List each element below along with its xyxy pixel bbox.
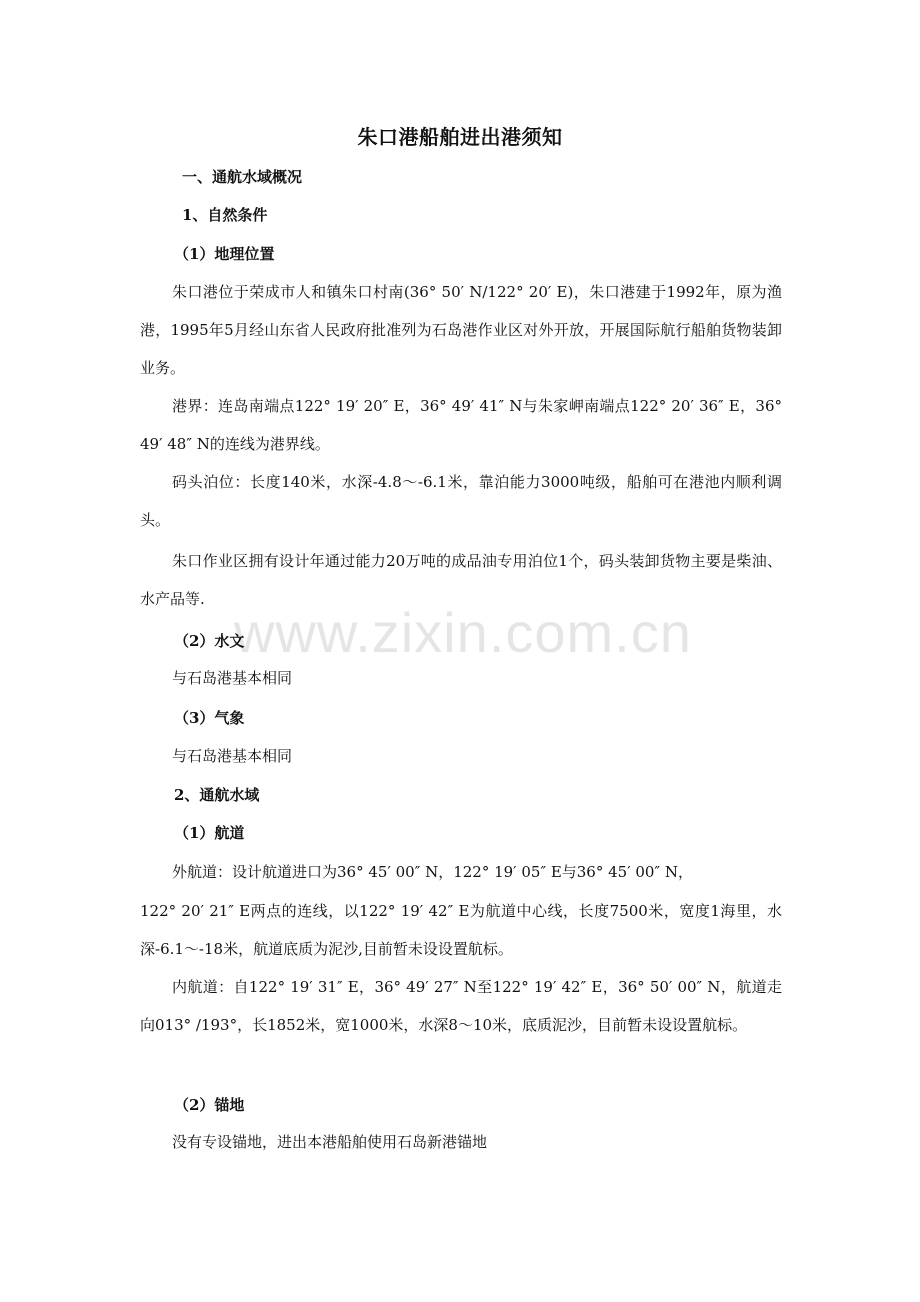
- watermark: www.zixin.com.cn: [234, 601, 692, 664]
- item-heading-geography: （1）地理位置: [174, 245, 275, 263]
- paragraph-text: 港界：连岛南端点122° 19′ 20″ E，36° 49′ 41″ N与朱家岬南端点122° 20′ 36″ E，36° 49′ 48″ N的连线为港界线。: [140, 397, 782, 453]
- paragraph-text: 码头泊位：长度140米，水深-4.8～-6.1米，靠泊能力3000吨级，船舶可在港池内顺利调头。: [140, 473, 782, 529]
- item-heading-channel: （1）航道: [174, 824, 245, 842]
- paragraph-text: 122° 20′ 21″ E两点的连线，以122° 19′ 42″ E为航道中心线，长度7500米，宽度1海里，水深-6.1～-18米，航道底质为泥沙,目前暂未设设置航标。: [140, 902, 782, 958]
- section-heading-overview: 一、通航水域概况: [182, 168, 303, 186]
- paragraph-berth: [140, 463, 782, 539]
- item-heading-hydrology: （2）水文: [174, 632, 245, 650]
- document-title: 朱口港船舶进出港须知: [357, 125, 563, 149]
- paragraph-outer-channel: [140, 892, 782, 968]
- outer-channel-line1: 外航道：设计航道进口为36° 45′ 00″ N，122° 19′ 05″ E与36° 45′ 00″ N，: [172, 863, 693, 881]
- paragraph-text: 朱口港位于荣成市人和镇朱口村南(36° 50′ N/122° 20′ E)，朱口港建于1992年，原为渔港，1995年5月经山东省人民政府批准列为石岛港作业区对外开放，开展国际航行船舶货物装卸业务。: [140, 283, 782, 377]
- anchorage-text: 没有专设锚地，进出本港船舶使用石岛新港锚地: [172, 1133, 488, 1151]
- item-heading-meteorology: （3）气象: [174, 709, 245, 727]
- paragraph-geography: [140, 273, 782, 387]
- hydrology-text: 与石岛港基本相同: [172, 669, 293, 687]
- subsection-heading-natural-conditions: 1、自然条件: [182, 206, 268, 224]
- paragraph-text: 朱口作业区拥有设计年通过能力20万吨的成品油专用泊位1个，码头装卸货物主要是柴油、水产品等.: [140, 552, 782, 608]
- paragraph-text: 内航道：自122° 19′ 31″ E，36° 49′ 27″ N至122° 19′ 42″ E，36° 50′ 00″ N，航道走向013° /193°，长1852米，宽1000米，水深8～10米，底质泥沙，目前暂未设设置航标。: [140, 978, 782, 1034]
- paragraph-port-boundary: [140, 387, 782, 463]
- subsection-heading-navigable-waters: 2、通航水域: [174, 786, 260, 804]
- meteorology-text: 与石岛港基本相同: [172, 747, 293, 765]
- item-heading-anchorage: （2）锚地: [174, 1096, 245, 1114]
- paragraph-inner-channel: [140, 968, 782, 1044]
